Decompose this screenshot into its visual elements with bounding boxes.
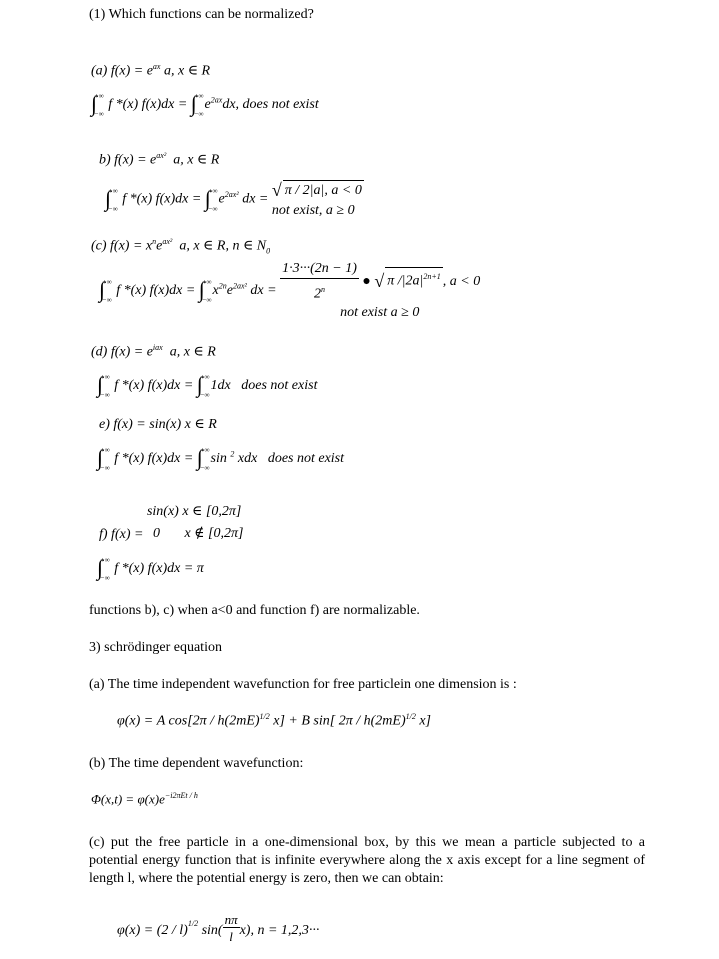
item-b-integral: ∫ +∞ −∞ f *(x) f(x)dx = ∫ +∞ −∞ $e^{2ax^2}$ dx = √ π / 2|a|, a < 0 not exist, a ≥ 0 <box>105 178 364 221</box>
item-e-definition: e) f(x) = sin(x) x ∈ R <box>99 417 217 432</box>
integral-sign-icon: ∫ <box>99 277 104 303</box>
item-b-definition: b) $f(x) = e^{ax^2}$ a, x ∈ R <box>99 151 220 168</box>
part-b-text: (b) The time dependent wavefunction: <box>89 756 304 771</box>
item-c-fraction: $\frac{1\cdot 3\cdot\cdot\cdot(2n - 1)}{2^n}$ <box>282 261 357 302</box>
equation-b: $\Phi(x,t) = \varphi(x)e^{-i2\pi Et / h}$ <box>91 791 198 807</box>
integral-sign-icon: ∫ <box>198 277 203 303</box>
item-e-integral: ∫ +∞ −∞ f *(x) f(x)dx = ∫ +∞ −∞ sin $^2$ xdx does not exist <box>97 445 345 472</box>
equation-c: φ(x) = (2 / l)$^{1/2}$ sin( $\frac{n\pi}{l}$ x), n = 1,2,3··· <box>117 912 320 944</box>
item-d-integral: ∫ +∞ −∞ f *(x) f(x)dx = ∫ +∞ −∞ 1dx does not exist <box>97 372 318 399</box>
part-c-text: (c) put the free particle in a one-dimensional box, by this we mean a particle subjected to a potential energy function that is infinite everywhere along the x axis except for a line segment of length l, where the potential energy is zero, then we can obtain: <box>89 835 645 886</box>
item-c-definition: (c) $f(x) = x^ne^{ax^2}$ a, x ∈ R, n ∈ $N_0$ <box>91 237 271 256</box>
equation-a: φ(x) = A $\cos[2\pi / h(2mE)^{1/2}$ x] + B sin[ $2\pi / h(2mE)^{1/2}$ x] <box>117 712 432 729</box>
item-f-integral: ∫ +∞ −∞ f *(x) f(x)dx = π <box>97 555 204 582</box>
integral-sign-icon: ∫ <box>97 445 102 470</box>
item-b-cases: √ π / 2|a|, a < 0 not exist, a ≥ 0 <box>271 180 362 218</box>
part-a-text: (a) The time independent wavefunction for free particlein one dimension is : <box>89 677 517 692</box>
integral-sign-icon: ∫ <box>204 185 209 211</box>
integral-sign-icon: ∫ <box>97 372 102 397</box>
item-f-cases: sin(x) x ∈ [0,2π] 0 x ∉ [0,2π] <box>146 504 244 541</box>
integral-sign-icon: ∫ <box>97 555 102 580</box>
integral-sign-icon: ∫ <box>196 445 201 470</box>
item-a-definition: (a) $f(x) = e^{ax}$ a, x ∈ R <box>91 62 211 79</box>
integral-sign-icon: ∫ <box>91 91 96 116</box>
integral-sign-icon: ∫ <box>196 372 201 397</box>
item-f-definition: f) f(x) = sin(x) x ∈ [0,2π] 0 x ∉ [0,2π] <box>99 501 243 545</box>
integral-sign-icon: ∫ <box>190 91 195 116</box>
equation-c-fraction: $\frac{n\pi}{l}$ <box>224 912 238 944</box>
item-c-cases: $\frac{1\cdot 3\cdot\cdot\cdot(2n - 1)}{2^n}$ ● √ π $/|2a|^{2n+1}$ , a < 0 not exist a ≥ 0 <box>282 261 481 320</box>
section-3-title: 3) schrödinger equation <box>89 640 222 655</box>
item-d-definition: (d) $f(x) = e^{iax}$ a, x ∈ R <box>91 343 216 360</box>
integral-sign-icon: ∫ <box>105 185 110 211</box>
item-a-integral: ∫ +∞ −∞ f *(x) f(x)dx = ∫ +∞ −∞ $e^{2ax}dx$, does not exist <box>91 91 319 118</box>
heading: (1) Which functions can be normalized? <box>89 7 314 22</box>
conclusion: functions b), c) when a<0 and function f) are normalizable. <box>89 603 420 618</box>
item-c-integral: ∫ +∞ −∞ f *(x) f(x)dx = ∫ +∞ −∞ $x^{2n}e^{2ax^2}$ dx = $\frac{1\cdot 3\cdot\cdot\cdot(2n - 1)}{2^n}$ ● √ π $/|2a|^{2n+1}$ , a < 0 not exist a ≥ 0 <box>99 261 481 320</box>
